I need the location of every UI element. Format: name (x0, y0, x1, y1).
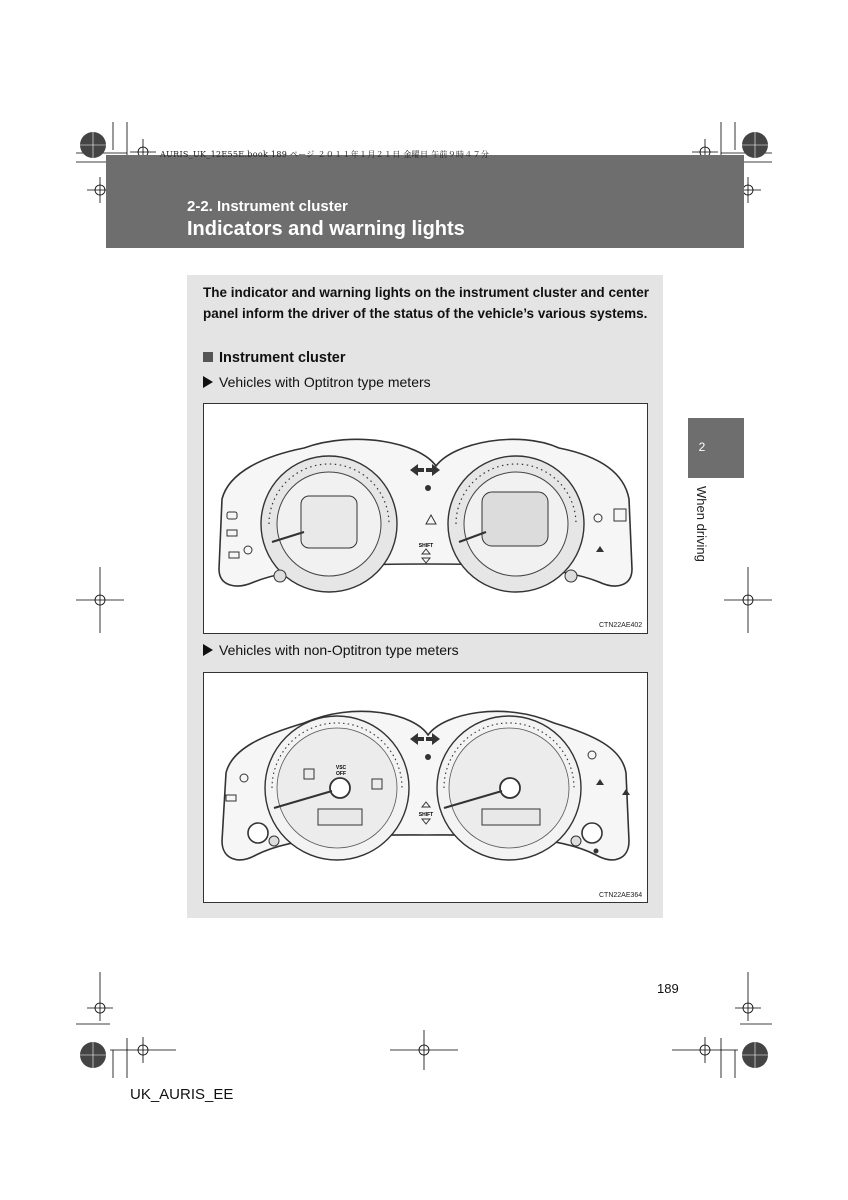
subheading-text: Instrument cluster (219, 350, 346, 366)
side-tab-label: When driving (694, 486, 709, 562)
triangle-bullet-icon (203, 376, 213, 388)
optitron-cluster-illustration (204, 404, 647, 633)
vsc-off-label: OFF (336, 771, 346, 777)
figure-non-optitron-cluster (203, 672, 648, 903)
figure-code: CTN22AE402 (599, 622, 643, 629)
shift-label: SHIFT (418, 812, 434, 818)
page-title: Indicators and warning lights (187, 218, 465, 240)
page-number: 189 (657, 981, 679, 996)
non-optitron-cluster-illustration (204, 673, 647, 902)
vsc-label: VSC (335, 765, 347, 771)
figure-optitron-cluster (203, 403, 648, 634)
subheading (203, 350, 346, 366)
square-bullet-icon (203, 352, 213, 362)
triangle-bullet-icon (203, 644, 213, 656)
print-line: AURIS_UK_12E55E.book 189 ページ ２０１１年１月２１日 金曜日 午前９時４７分 (160, 150, 490, 159)
side-tab-number: 2 (698, 440, 706, 454)
intro-text: The indicator and warning lights on the instrument cluster and center panel inform the driver of the status of the vehicle’s various systems. (203, 285, 649, 321)
figure-caption-non-optitron (203, 642, 459, 658)
figure-code: CTN22AE364 (599, 892, 643, 899)
figure-caption-optitron (203, 374, 431, 390)
shift-label: SHIFT (418, 543, 434, 549)
footer-code: UK_AURIS_EE (130, 1086, 234, 1103)
caption-text: Vehicles with Optitron type meters (219, 374, 431, 390)
caption-text: Vehicles with non-Optitron type meters (219, 642, 459, 658)
section-label: 2-2. Instrument cluster (187, 198, 348, 215)
